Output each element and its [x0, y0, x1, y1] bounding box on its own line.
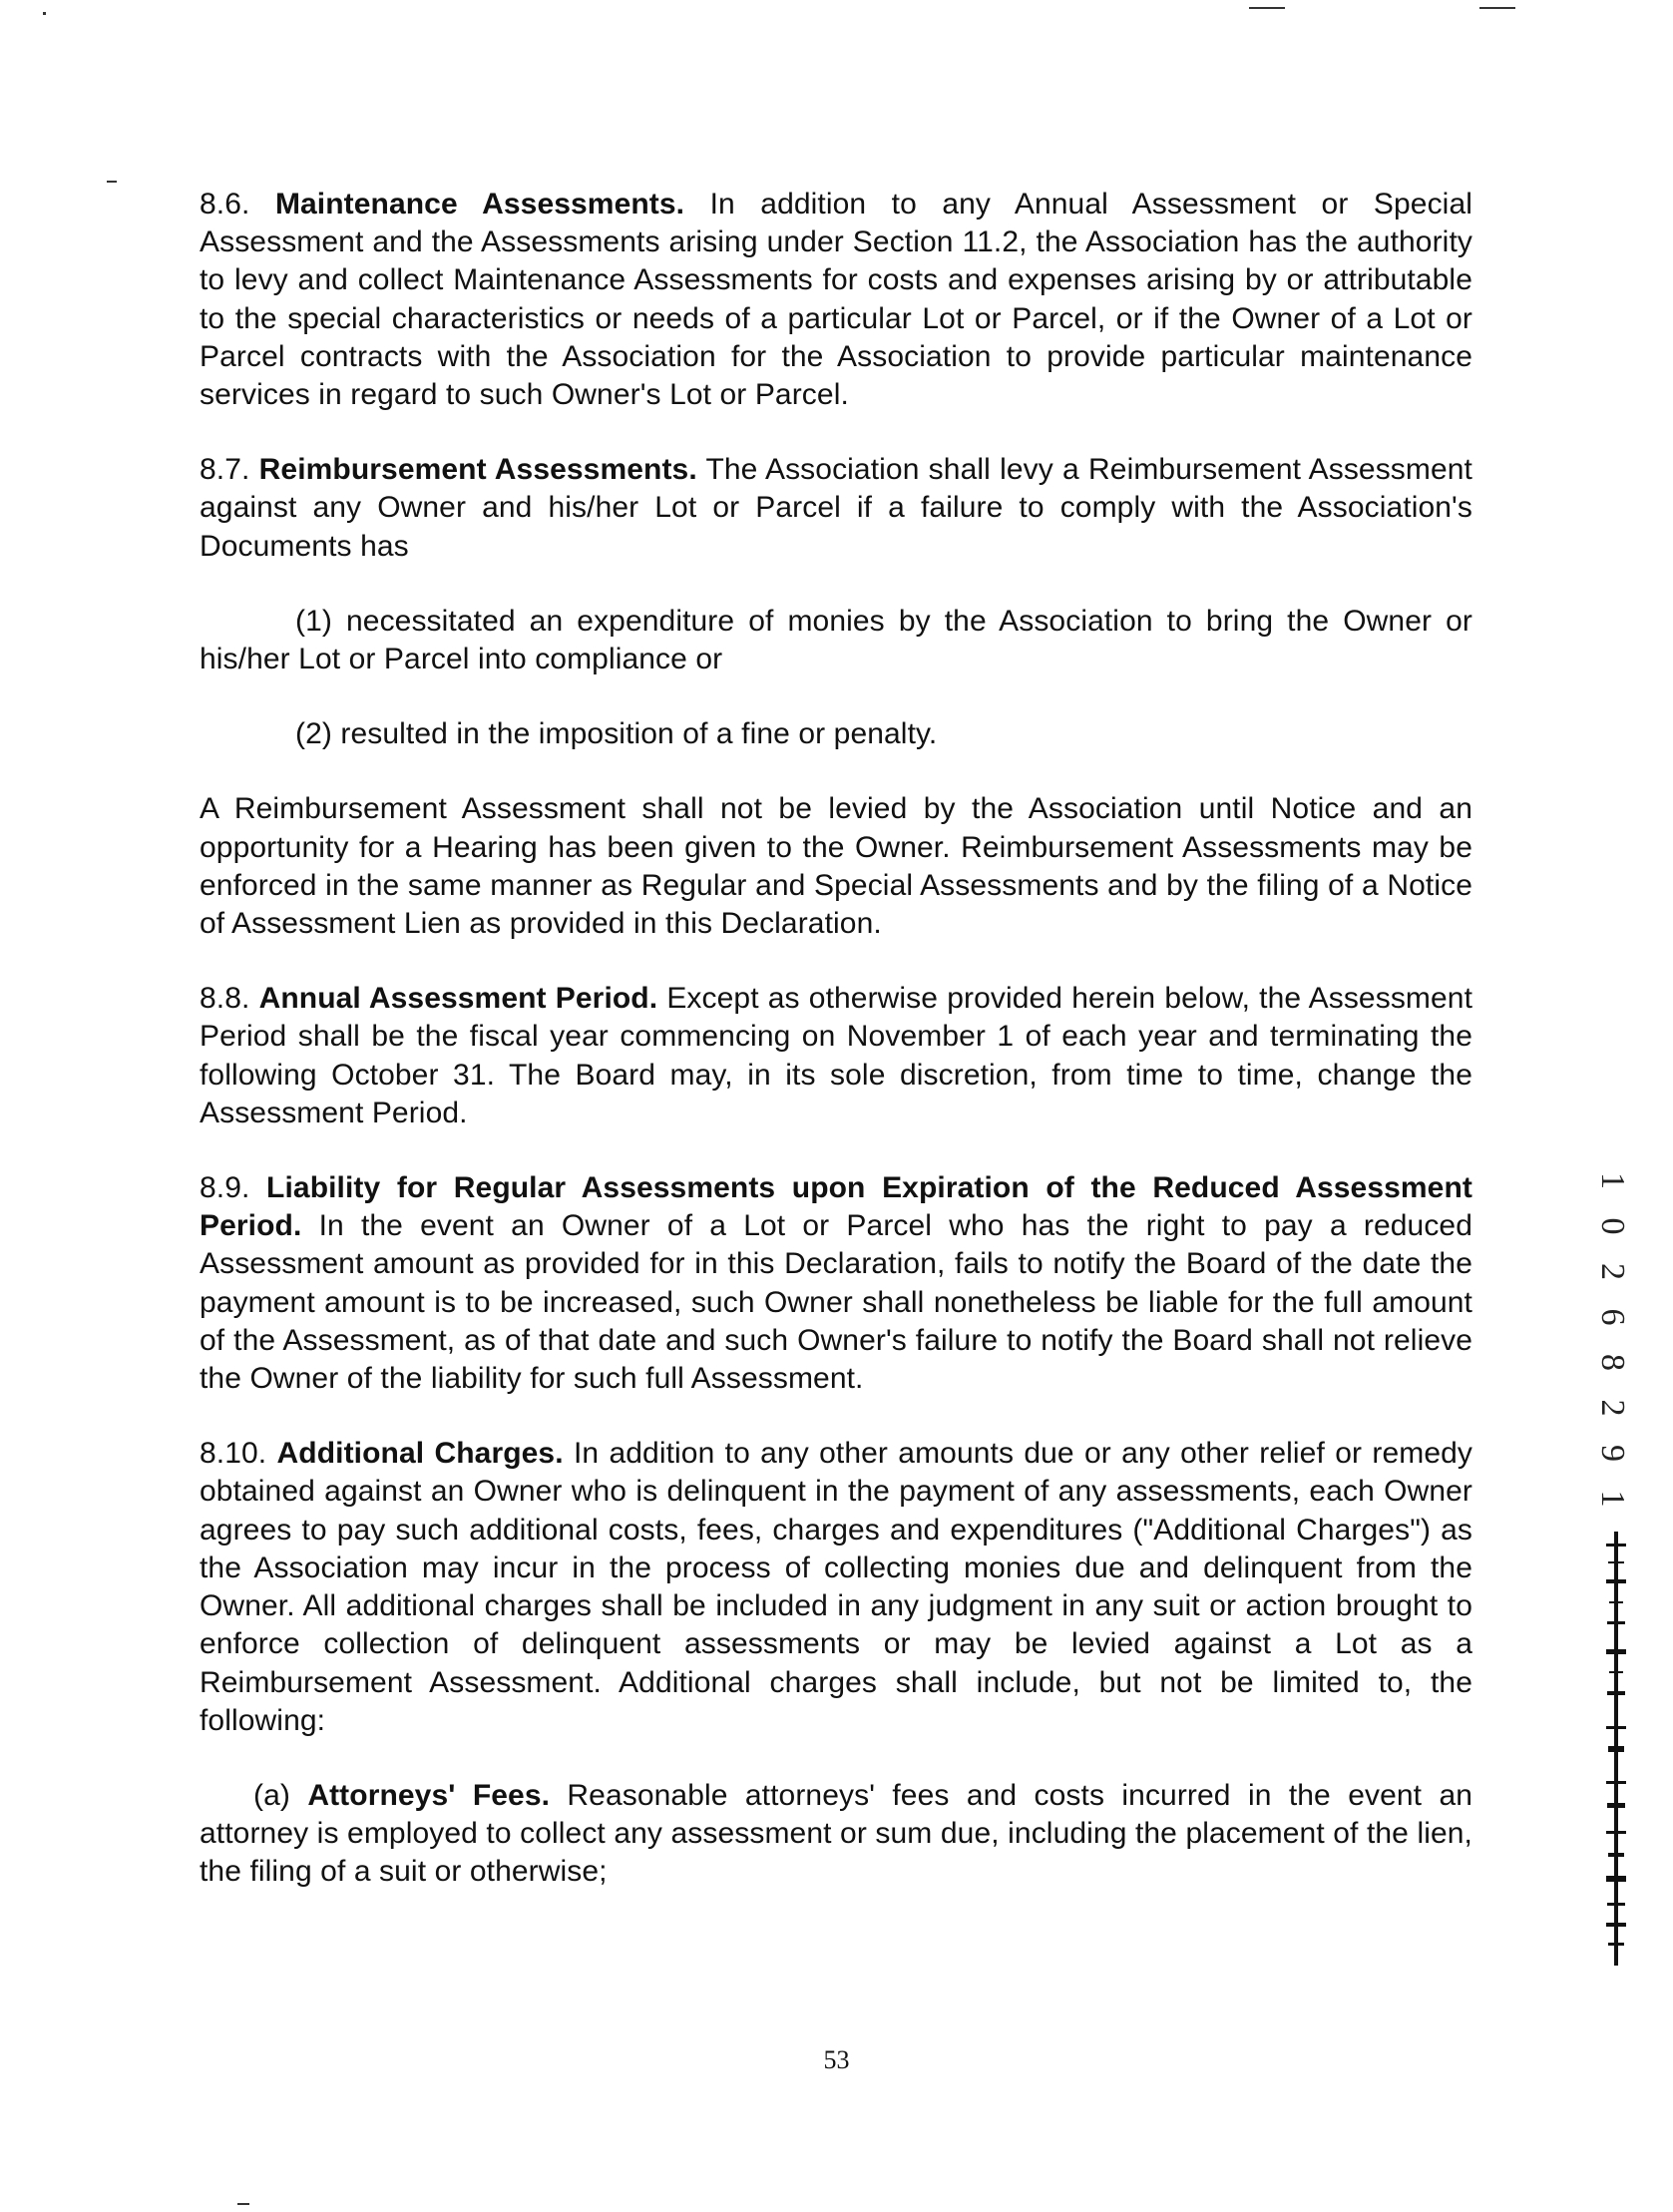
scan-mark-left	[107, 181, 117, 183]
section-8-6	[200, 186, 1472, 414]
section-text: In addition to any Annual Assessment or Special Assessment and the Assessments arising under Section 11.2, the Association has the authority to levy and collect Maintenance Assessments for costs and expenses arising by or attributable to the special characteristics or needs of a particular Lot or Parcel, or if the Owner of a Lot or Parcel contracts with the Association for the Association to provide particular maintenance services in regard to such Owner's Lot or Parcel.	[200, 188, 1472, 412]
sub-label: (a)	[253, 1778, 290, 1812]
section-8-7	[200, 451, 1472, 566]
scan-mark-top-left	[43, 12, 46, 15]
recording-stamp	[1591, 1172, 1651, 1518]
section-heading: Annual Assessment Period.	[258, 982, 658, 1016]
section-heading: Additional Charges.	[276, 1437, 564, 1471]
section-number: 8.7.	[200, 453, 250, 487]
section-text: Except as otherwise provided herein below, the Assessment Period shall be the fiscal year commencing on November 1 of each year and terminating the following October 31. The Board may, in its sole discretion, from time to time, change the Assessment Period.	[200, 982, 1473, 1129]
section-8-9	[200, 1169, 1472, 1398]
section-number: 8.9.	[200, 1171, 250, 1205]
barcode-graphic	[1604, 1532, 1628, 1966]
section-heading: Reimbursement Assessments.	[258, 453, 697, 487]
section-number: 8.8.	[200, 982, 250, 1016]
recording-stamp-text: 1 0 2 6 8 2 9 1	[1594, 1172, 1631, 1518]
section-8-7-item-2: (2) resulted in the imposition of a fine or penalty.	[295, 717, 938, 751]
document-body	[200, 186, 1472, 1929]
section-heading: Liability for Regular Assessments upon Expiration of the Reduced Assessment Period.	[200, 1171, 1472, 1243]
section-text: In addition to any other amounts due or any other relief or remedy obtained against an Owner who is delinquent in the payment of any assessments, each Owner agrees to pay such additional costs, fees, charges and expenditures ("Additional Charges") as the Association may incur in the process of collecting monies due and delinquent from the Owner. All additional charges shall be included in any judgment in any suit or action brought to enforce collection of delinquent assessments or may be levied against a Lot as a Reimbursement Assessment. Additional charges shall include, but not be limited to, the following:	[200, 1437, 1472, 1737]
section-number: 8.10.	[200, 1437, 267, 1471]
section-text: In the event an Owner of a Lot or Parcel who has the right to pay a reduced Assessment amount as provided for in this Declaration, fails to notify the Board of the date the payment amount is to be increased, such Owner shall nonetheless be liable for the full amount of the Assessment, as of that date and such Owner's failure to notify the Board shall not relieve the Owner of the liability for such full Assessment.	[200, 1209, 1473, 1396]
scan-mark-bottom-left	[237, 2203, 249, 2205]
section-8-8	[200, 980, 1472, 1132]
scan-mark-top-right-2	[1479, 7, 1515, 9]
sub-heading: Attorneys' Fees.	[307, 1778, 551, 1812]
section-8-10-sub-a	[200, 1777, 1472, 1892]
sub-text: Reasonable attorneys' fees and costs incurred in the event an attorney is employed to collect any assessment or sum due, including the placement of the lien, the filing of a suit or otherwise;	[200, 1778, 1473, 1889]
section-8-7-closing: A Reimbursement Assessment shall not be levied by the Association until Notice and an opportunity for a Hearing has been given to the Owner. Reimbursement Assessments may be enforced in the same manner as Regular and Special Assessments and by the filing of a Notice of Assessment Lien as provided in this Declaration.	[200, 792, 1472, 941]
scan-mark-top-right-1	[1249, 7, 1285, 9]
section-text: The Association shall levy a Reimbursement Assessment against any Owner and his/her Lot or Parcel if a failure to comply with the Association's Documents has	[200, 453, 1472, 563]
section-8-10	[200, 1435, 1472, 1740]
section-number: 8.6.	[200, 188, 250, 221]
page-number: 53	[823, 2045, 850, 2074]
section-8-7-item-1: (1) necessitated an expenditure of monies by the Association to bring the Owner or his/her Lot or Parcel into compliance or	[200, 604, 1472, 676]
section-heading: Maintenance Assessments.	[274, 188, 685, 221]
